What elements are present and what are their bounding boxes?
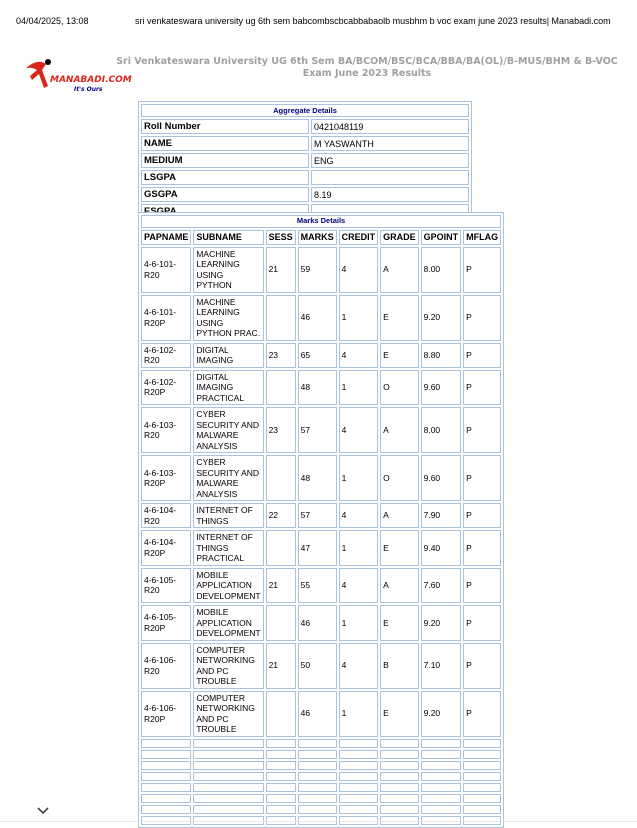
empty-cell <box>463 816 501 825</box>
empty-cell <box>298 750 337 759</box>
aggregate-label: LSGPA <box>141 170 309 185</box>
cell-sess: 22 <box>266 503 296 528</box>
empty-cell <box>193 805 263 814</box>
cell-marks: 50 <box>298 643 337 689</box>
marks-row <box>141 407 501 453</box>
cell-mflag: P <box>463 605 501 641</box>
cell-grade: B <box>380 643 419 689</box>
aggregate-value: 8.19 <box>311 187 469 202</box>
cell-grade: E <box>380 691 419 737</box>
cell-marks: 55 <box>298 568 337 604</box>
aggregate-label: GSGPA <box>141 187 309 202</box>
empty-cell <box>266 761 296 770</box>
empty-cell <box>421 761 462 770</box>
cell-grade: O <box>380 455 419 501</box>
empty-cell <box>380 805 419 814</box>
column-header: MARKS <box>298 230 337 245</box>
cell-mflag: P <box>463 530 501 566</box>
aggregate-label: NAME <box>141 136 309 151</box>
column-header: PAPNAME <box>141 230 191 245</box>
empty-cell <box>266 772 296 781</box>
cell-mflag: P <box>463 568 501 604</box>
manabadi-logo[interactable] <box>24 56 132 96</box>
cell-mflag: P <box>463 691 501 737</box>
aggregate-value: M YASWANTH <box>311 136 469 151</box>
cell-papname: 4-6-106-R20 <box>141 643 191 689</box>
column-header: SESS <box>266 230 296 245</box>
cell-credit: 4 <box>339 503 379 528</box>
aggregate-value <box>311 170 469 185</box>
results-title: Sri Venkateswara University UG 6th Sem BA/BCOM/BSC/BCA/BBA/BA(OL)/B-MUS/BHM & B-VOC Exam June 2023 Results <box>116 56 618 79</box>
empty-cell <box>463 783 501 792</box>
aggregate-caption: Aggregate Details <box>141 104 469 117</box>
marks-row <box>141 455 501 501</box>
empty-cell <box>421 739 462 748</box>
empty-cell <box>266 783 296 792</box>
cell-papname: 4-6-104-R20 <box>141 503 191 528</box>
cell-subname: CYBER SECURITY AND MALWARE ANALYSIS <box>193 455 263 501</box>
empty-cell <box>193 739 263 748</box>
cell-credit: 4 <box>339 407 379 453</box>
marks-row <box>141 643 501 689</box>
logo-figure-icon <box>26 62 48 88</box>
cell-marks: 46 <box>298 295 337 341</box>
cell-grade: A <box>380 407 419 453</box>
cell-grade: E <box>380 605 419 641</box>
cell-marks: 48 <box>298 455 337 501</box>
empty-row <box>141 772 501 781</box>
aggregate-row <box>141 153 469 168</box>
aggregate-row <box>141 119 469 134</box>
cell-marks: 59 <box>298 247 337 293</box>
aggregate-row <box>141 187 469 202</box>
empty-cell <box>141 805 191 814</box>
empty-cell <box>298 739 337 748</box>
aggregate-label: MEDIUM <box>141 153 309 168</box>
empty-cell <box>380 761 419 770</box>
empty-cell <box>266 750 296 759</box>
marks-caption: Marks Details <box>141 215 501 228</box>
empty-cell <box>141 750 191 759</box>
cell-subname: MOBILE APPLICATION DEVELOPMENT <box>193 605 263 641</box>
empty-cell <box>298 761 337 770</box>
cell-mflag: P <box>463 343 501 368</box>
cell-gpoint: 9.40 <box>421 530 462 566</box>
cell-mflag: P <box>463 370 501 406</box>
empty-cell <box>339 794 379 803</box>
cell-grade: A <box>380 247 419 293</box>
cell-subname: MOBILE APPLICATION DEVELOPMENT <box>193 568 263 604</box>
empty-cell <box>380 739 419 748</box>
page-divider <box>0 821 637 822</box>
empty-cell <box>339 816 379 825</box>
marks-header-row <box>141 230 501 245</box>
empty-cell <box>266 739 296 748</box>
print-page-title: sri venkateswara university ug 6th sem babcombscbcabbabaolb musbhm b voc exam june 2023 results| Manabadi.com <box>135 16 611 26</box>
cell-marks: 46 <box>298 605 337 641</box>
empty-cell <box>141 772 191 781</box>
cell-gpoint: 7.60 <box>421 568 462 604</box>
aggregate-value: 0421048119 <box>311 119 469 134</box>
empty-row <box>141 783 501 792</box>
empty-cell <box>298 772 337 781</box>
cell-sess <box>266 295 296 341</box>
cell-sess: 21 <box>266 247 296 293</box>
cell-mflag: P <box>463 643 501 689</box>
empty-cell <box>339 772 379 781</box>
cell-mflag: P <box>463 455 501 501</box>
cell-gpoint: 7.90 <box>421 503 462 528</box>
cell-gpoint: 9.60 <box>421 455 462 501</box>
empty-cell <box>193 783 263 792</box>
aggregate-value: ENG <box>311 153 469 168</box>
empty-cell <box>380 816 419 825</box>
empty-cell <box>266 794 296 803</box>
column-header: CREDIT <box>339 230 379 245</box>
cell-papname: 4-6-102-R20P <box>141 370 191 406</box>
empty-row <box>141 750 501 759</box>
marks-row <box>141 530 501 566</box>
marks-row <box>141 295 501 341</box>
cell-subname: INTERNET OF THINGS <box>193 503 263 528</box>
cell-grade: E <box>380 295 419 341</box>
cell-subname: COMPUTER NETWORKING AND PC TROUBLE <box>193 643 263 689</box>
empty-cell <box>463 761 501 770</box>
cell-grade: A <box>380 503 419 528</box>
svg-text:MANABADI.COM: MANABADI.COM <box>50 75 132 85</box>
cell-papname: 4-6-102-R20 <box>141 343 191 368</box>
cell-papname: 4-6-101-R20 <box>141 247 191 293</box>
svg-text:It's Ours: It's Ours <box>74 86 103 93</box>
cell-subname: MACHINE LEARNING USING PYTHON <box>193 247 263 293</box>
aggregate-row <box>141 136 469 151</box>
empty-cell <box>463 772 501 781</box>
column-header: GPOINT <box>421 230 462 245</box>
empty-cell <box>339 783 379 792</box>
cell-credit: 1 <box>339 455 379 501</box>
cell-gpoint: 8.00 <box>421 407 462 453</box>
cell-papname: 4-6-105-R20 <box>141 568 191 604</box>
marks-row <box>141 370 501 406</box>
empty-cell <box>266 805 296 814</box>
cell-marks: 48 <box>298 370 337 406</box>
marks-row <box>141 343 501 368</box>
empty-cell <box>380 783 419 792</box>
empty-cell <box>463 794 501 803</box>
empty-cell <box>463 750 501 759</box>
cell-marks: 46 <box>298 691 337 737</box>
cell-credit: 1 <box>339 691 379 737</box>
cell-subname: MACHINE LEARNING USING PYTHON PRAC. <box>193 295 263 341</box>
marks-row <box>141 691 501 737</box>
cell-credit: 4 <box>339 568 379 604</box>
cell-credit: 1 <box>339 370 379 406</box>
cell-gpoint: 7.10 <box>421 643 462 689</box>
cell-mflag: P <box>463 407 501 453</box>
cell-papname: 4-6-106-R20P <box>141 691 191 737</box>
empty-cell <box>266 816 296 825</box>
cell-marks: 65 <box>298 343 337 368</box>
empty-cell <box>141 761 191 770</box>
empty-cell <box>339 805 379 814</box>
cell-subname: DIGITAL IMAGING <box>193 343 263 368</box>
cell-subname: DIGITAL IMAGING PRACTICAL <box>193 370 263 406</box>
marks-row <box>141 568 501 604</box>
cell-grade: E <box>380 343 419 368</box>
cell-papname: 4-6-104-R20P <box>141 530 191 566</box>
cell-sess <box>266 691 296 737</box>
empty-cell <box>141 816 191 825</box>
cell-subname: COMPUTER NETWORKING AND PC TROUBLE <box>193 691 263 737</box>
empty-cell <box>141 783 191 792</box>
cell-credit: 1 <box>339 605 379 641</box>
cell-credit: 1 <box>339 295 379 341</box>
cell-marks: 57 <box>298 503 337 528</box>
empty-cell <box>421 783 462 792</box>
cell-mflag: P <box>463 247 501 293</box>
cell-credit: 4 <box>339 247 379 293</box>
empty-row <box>141 761 501 770</box>
empty-cell <box>298 816 337 825</box>
cell-marks: 47 <box>298 530 337 566</box>
empty-cell <box>463 805 501 814</box>
empty-row <box>141 805 501 814</box>
empty-cell <box>421 816 462 825</box>
cell-gpoint: 8.00 <box>421 247 462 293</box>
cell-grade: A <box>380 568 419 604</box>
empty-cell <box>421 805 462 814</box>
cell-subname: INTERNET OF THINGS PRACTICAL <box>193 530 263 566</box>
cell-mflag: P <box>463 295 501 341</box>
empty-cell <box>298 794 337 803</box>
empty-cell <box>339 761 379 770</box>
empty-cell <box>298 805 337 814</box>
aggregate-row <box>141 170 469 185</box>
empty-cell <box>141 739 191 748</box>
cell-grade: E <box>380 530 419 566</box>
cell-credit: 4 <box>339 343 379 368</box>
empty-cell <box>193 772 263 781</box>
cell-sess <box>266 530 296 566</box>
cell-sess <box>266 370 296 406</box>
empty-cell <box>193 794 263 803</box>
print-timestamp: 04/04/2025, 13:08 <box>16 16 89 26</box>
cell-credit: 4 <box>339 643 379 689</box>
empty-cell <box>380 772 419 781</box>
cell-sess: 23 <box>266 407 296 453</box>
marks-details-table <box>138 212 504 828</box>
cell-subname: CYBER SECURITY AND MALWARE ANALYSIS <box>193 407 263 453</box>
empty-cell <box>380 794 419 803</box>
cell-gpoint: 8.80 <box>421 343 462 368</box>
chevron-down-icon[interactable] <box>36 806 50 816</box>
empty-cell <box>193 761 263 770</box>
empty-cell <box>380 750 419 759</box>
cell-gpoint: 9.20 <box>421 295 462 341</box>
empty-cell <box>193 816 263 825</box>
cell-papname: 4-6-103-R20P <box>141 455 191 501</box>
aggregate-label: Roll Number <box>141 119 309 134</box>
empty-cell <box>141 794 191 803</box>
empty-cell <box>421 772 462 781</box>
cell-gpoint: 9.60 <box>421 370 462 406</box>
empty-cell <box>298 783 337 792</box>
marks-row <box>141 503 501 528</box>
cell-credit: 1 <box>339 530 379 566</box>
column-header: SUBNAME <box>193 230 263 245</box>
cell-sess <box>266 605 296 641</box>
empty-cell <box>339 739 379 748</box>
empty-row <box>141 816 501 825</box>
cell-grade: O <box>380 370 419 406</box>
cell-papname: 4-6-105-R20P <box>141 605 191 641</box>
empty-row <box>141 794 501 803</box>
cell-gpoint: 9.20 <box>421 691 462 737</box>
cell-papname: 4-6-103-R20 <box>141 407 191 453</box>
cell-sess <box>266 455 296 501</box>
empty-row <box>141 739 501 748</box>
empty-cell <box>421 794 462 803</box>
empty-cell <box>339 750 379 759</box>
cell-sess: 21 <box>266 643 296 689</box>
cell-mflag: P <box>463 503 501 528</box>
marks-row <box>141 605 501 641</box>
column-header: GRADE <box>380 230 419 245</box>
column-header: MFLAG <box>463 230 501 245</box>
empty-cell <box>421 750 462 759</box>
empty-cell <box>463 739 501 748</box>
cell-sess: 21 <box>266 568 296 604</box>
cell-gpoint: 9.20 <box>421 605 462 641</box>
empty-cell <box>193 750 263 759</box>
marks-row <box>141 247 501 293</box>
cell-sess: 23 <box>266 343 296 368</box>
cell-papname: 4-6-101-R20P <box>141 295 191 341</box>
cell-marks: 57 <box>298 407 337 453</box>
